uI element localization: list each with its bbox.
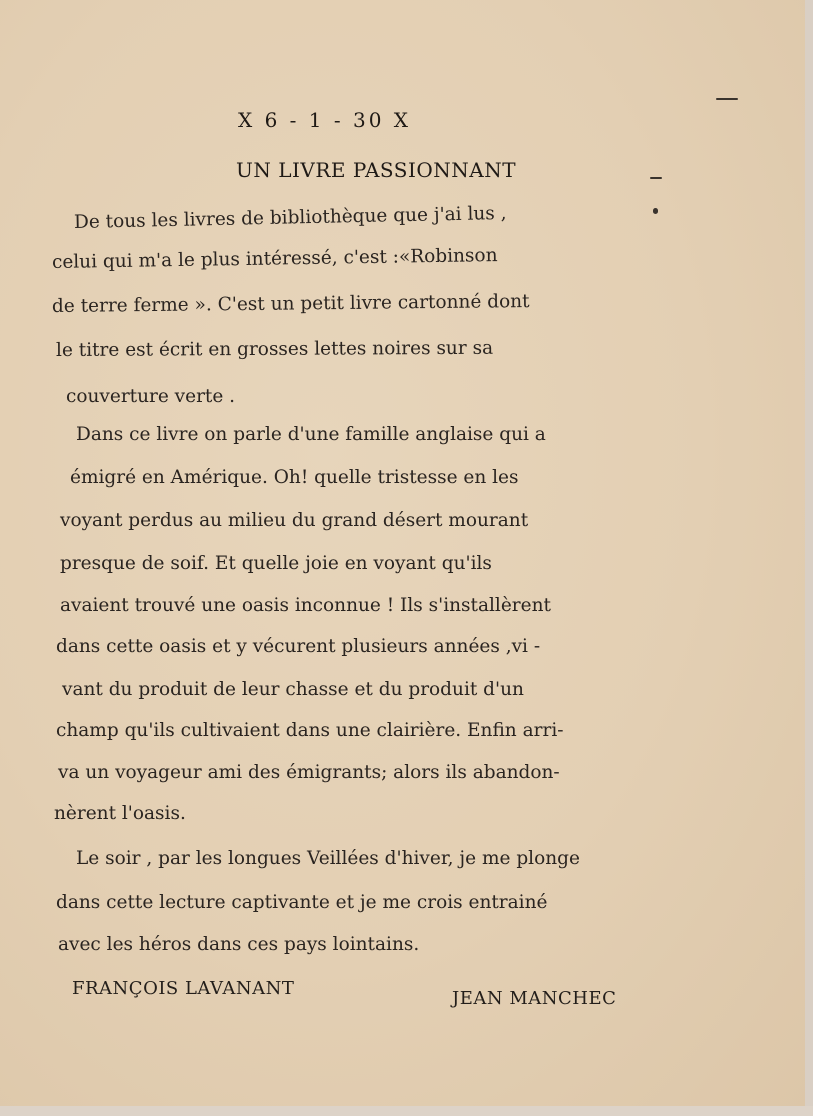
text-line: dans cette lecture captivante et je me crois entrainé	[56, 892, 548, 913]
text-line: va un voyageur ami des émigrants; alors ils abandon-	[58, 762, 560, 783]
text-line: presque de soif. Et quelle joie en voyant qu'ils	[60, 553, 492, 574]
text-line: vant du produit de leur chasse et du produit d'un	[62, 679, 524, 700]
date-line: X 6 - 1 - 30 X	[238, 108, 412, 132]
text-line: celui qui m'a le plus intéressé, c'est :«Robinson	[51, 245, 498, 273]
page-title: UN LIVRE PASSIONNANT	[236, 158, 517, 182]
text-line: de terre ferme ». C'est un petit livre cartonné dont	[51, 290, 530, 317]
text-line: voyant perdus au milieu du grand désert mourant	[60, 510, 529, 531]
text-line: avaient trouvé une oasis inconnue ! Ils s'installèrent	[60, 595, 551, 616]
text-line: nèrent l'oasis.	[54, 803, 186, 824]
text-line: émigré en Amérique. Oh! quelle tristesse en les	[70, 467, 519, 488]
paper-edge-bottom	[0, 1106, 813, 1116]
paper-edge-right	[805, 0, 813, 1116]
ink-mark	[716, 98, 738, 100]
ink-mark	[653, 208, 658, 214]
text-line: couverture verte .	[66, 386, 236, 407]
text-line: champ qu'ils cultivaient dans une clairière. Enfin arri-	[56, 720, 564, 741]
text-line: Dans ce livre on parle d'une famille anglaise qui a	[76, 424, 546, 445]
signature-right: JEAN MANCHEC	[452, 988, 617, 1009]
text-line: De tous les livres de bibliothèque que j'ai lus ,	[73, 202, 507, 233]
text-line: Le soir , par les longues Veillées d'hiver, je me plonge	[76, 848, 580, 869]
ink-mark	[650, 177, 662, 179]
signature-left: FRANÇOIS LAVANANT	[72, 978, 295, 999]
text-line: le titre est écrit en grosses lettes noires sur sa	[55, 337, 494, 361]
text-line: avec les héros dans ces pays lointains.	[58, 934, 420, 955]
text-line: dans cette oasis et y vécurent plusieurs années ,vi -	[56, 636, 541, 657]
